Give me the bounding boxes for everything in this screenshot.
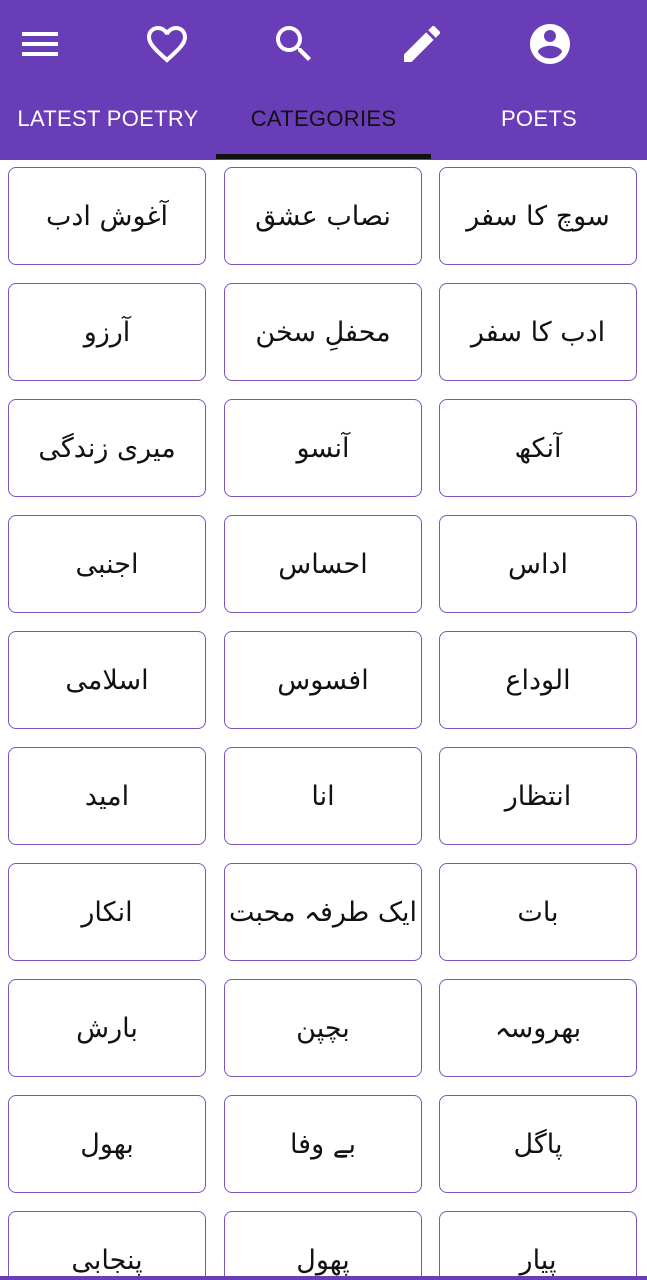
category-card[interactable] <box>224 515 422 613</box>
category-label: بات <box>517 896 559 928</box>
category-card[interactable] <box>439 515 637 613</box>
category-label: آنسو <box>296 432 350 464</box>
category-label: انکار <box>81 896 133 928</box>
category-label: اجنبی <box>75 548 139 580</box>
category-card[interactable] <box>224 399 422 497</box>
category-label: احساس <box>278 548 368 580</box>
heart-icon <box>143 20 191 68</box>
active-tab-indicator <box>216 154 431 159</box>
category-label: بے وفا <box>289 1128 357 1160</box>
search-icon <box>270 20 318 68</box>
category-card[interactable] <box>224 1095 422 1193</box>
category-label: پنجابی <box>71 1244 143 1276</box>
category-card[interactable] <box>224 863 422 961</box>
category-label: نصاب عشق <box>255 200 391 232</box>
category-label: انا <box>311 780 335 812</box>
account-button[interactable] <box>518 12 582 76</box>
category-card[interactable] <box>8 515 206 613</box>
category-card[interactable] <box>224 1211 422 1280</box>
category-label: آنکھ <box>514 432 562 464</box>
tab-bar <box>0 82 647 160</box>
category-card[interactable] <box>8 631 206 729</box>
menu-button[interactable] <box>8 12 72 76</box>
category-label: انتظار <box>504 780 572 812</box>
category-card[interactable] <box>224 283 422 381</box>
pencil-icon <box>398 20 446 68</box>
category-card[interactable] <box>8 1211 206 1280</box>
category-card[interactable] <box>8 1095 206 1193</box>
category-card[interactable] <box>224 979 422 1077</box>
account-icon <box>526 20 574 68</box>
category-card[interactable] <box>8 399 206 497</box>
categories-grid <box>0 160 647 1280</box>
category-label: میری زندگی <box>38 432 176 464</box>
category-card[interactable] <box>439 1095 637 1193</box>
category-label: پیار <box>519 1244 557 1276</box>
category-label: بھول <box>80 1128 134 1160</box>
tab-poets[interactable]: POETS <box>500 106 578 131</box>
app-bar <box>0 0 647 160</box>
search-button[interactable] <box>262 12 326 76</box>
category-label: پھول <box>296 1244 350 1276</box>
category-label: آغوش ادب <box>45 200 169 232</box>
category-card[interactable] <box>8 863 206 961</box>
category-card[interactable] <box>439 631 637 729</box>
tab-latest-poetry[interactable]: LATEST POETRY <box>17 106 199 131</box>
category-label: بھروسہ <box>494 1012 582 1044</box>
category-card[interactable] <box>8 167 206 265</box>
category-label: محفلِ سخن <box>255 316 391 348</box>
category-card[interactable] <box>439 747 637 845</box>
category-label: آرزو <box>83 316 131 348</box>
category-label: بچپن <box>296 1012 350 1044</box>
category-card[interactable] <box>8 979 206 1077</box>
category-label: ایک طرفہ محبت <box>228 896 417 928</box>
category-label: اداس <box>508 548 568 580</box>
category-card[interactable] <box>224 167 422 265</box>
category-label: الوداع <box>505 664 571 696</box>
category-label: پاگل <box>513 1128 563 1160</box>
toolbar <box>0 12 647 76</box>
category-card[interactable] <box>439 863 637 961</box>
category-card[interactable] <box>439 283 637 381</box>
category-label: ادب کا سفر <box>470 316 606 348</box>
category-card[interactable] <box>224 747 422 845</box>
category-card[interactable] <box>8 747 206 845</box>
category-card[interactable] <box>224 631 422 729</box>
category-card[interactable] <box>439 167 637 265</box>
category-card[interactable] <box>439 1211 637 1280</box>
bottom-edge <box>0 1276 647 1280</box>
category-label: اسلامی <box>65 664 149 696</box>
favorites-button[interactable] <box>135 12 199 76</box>
category-label: بارش <box>76 1012 138 1044</box>
category-card[interactable] <box>8 283 206 381</box>
category-card[interactable] <box>439 399 637 497</box>
category-label: افسوس <box>277 664 369 696</box>
category-label: امید <box>84 780 130 812</box>
menu-icon <box>16 20 64 68</box>
category-card[interactable] <box>439 979 637 1077</box>
tab-categories[interactable]: CATEGORIES <box>250 106 397 131</box>
category-label: سوچ کا سفر <box>466 200 610 232</box>
write-button[interactable] <box>390 12 454 76</box>
